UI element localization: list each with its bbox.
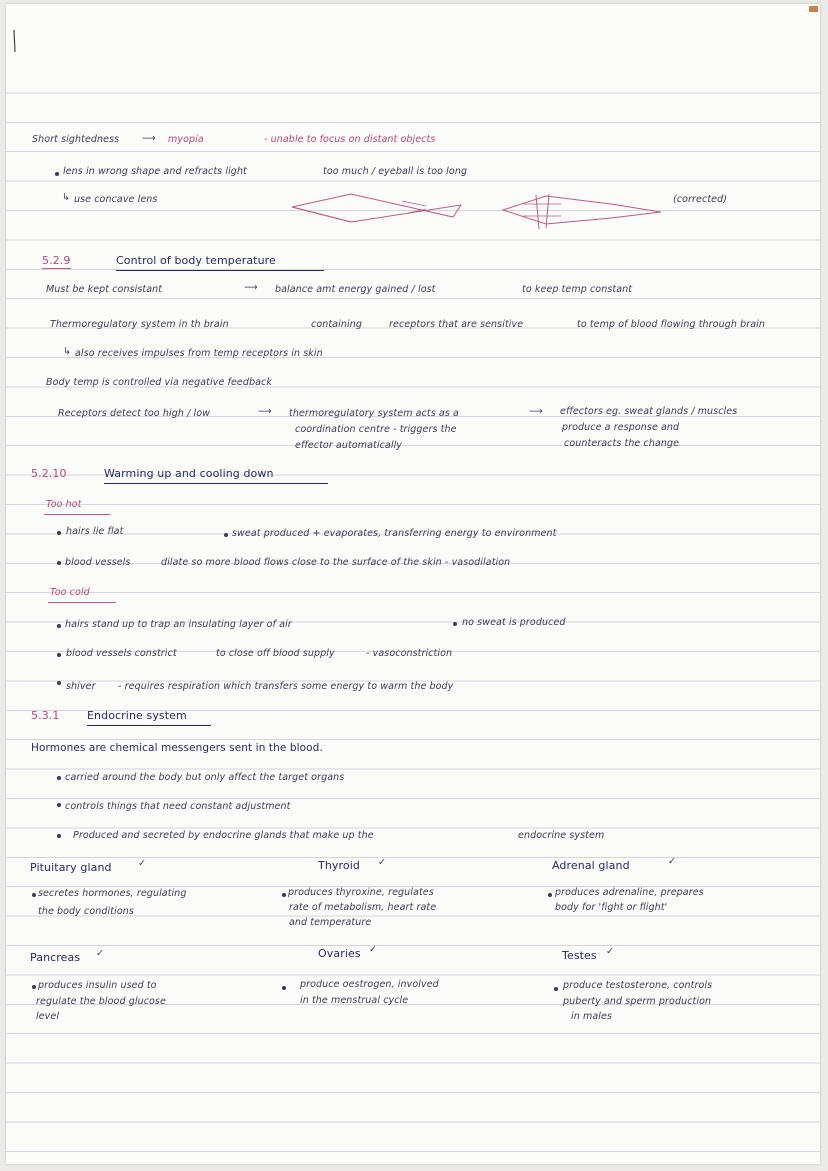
corner-arrow-icon: ↳	[62, 192, 71, 203]
bullet-dot	[57, 561, 61, 565]
gland-desc-adrenal-2: body for 'fight or flight'	[555, 902, 668, 913]
section-title-5210: Warming up and cooling down	[104, 467, 274, 480]
gland-name-thyroid: Thyroid	[318, 859, 360, 872]
vasodilation-text: dilate so more blood flows close to the surface of the skin - vasodilation	[161, 557, 511, 568]
bullet-dot	[282, 893, 286, 897]
gland-desc-ovaries-2: in the menstrual cycle	[300, 995, 409, 1006]
effectors-text-3: counteracts the change	[564, 438, 680, 449]
coordination-text-3: effector automatically	[295, 440, 403, 451]
bullet-dot	[57, 653, 61, 657]
section-title-529: Control of body temperature	[116, 254, 276, 267]
bullet-dot	[224, 533, 228, 537]
bullet-dot	[453, 622, 457, 626]
gland-desc-pancreas-1: produces insulin used to	[38, 980, 157, 991]
balance-energy-text: balance amt energy gained / lost	[275, 284, 436, 295]
receptors-sensitive-text: receptors that are sensitive	[389, 319, 524, 330]
section-number-5210: 5.2.10	[31, 467, 67, 480]
coordination-text-2: coordination centre - triggers the	[295, 424, 457, 435]
thermoregulatory-text: Thermoregulatory system in th brain	[50, 319, 229, 330]
myopia-definition: - unable to focus on distant objects	[264, 134, 436, 145]
negative-feedback-text: Body temp is controlled via negative feedback	[46, 377, 272, 388]
bullet-dot	[57, 624, 61, 628]
bullet-dot	[554, 987, 558, 991]
lens-shape-text-cont: too much / eyeball is too long	[323, 166, 468, 177]
no-sweat-text: no sweat is produced	[462, 617, 566, 628]
arrow-right-icon: ⟶	[258, 406, 272, 417]
gland-name-testes: Testes	[562, 949, 597, 962]
blood-temp-text: to temp of blood flowing through brain	[577, 319, 766, 330]
checkmark-icon: ✓	[138, 858, 147, 869]
arrow-right-icon: ⟶	[244, 282, 258, 293]
keep-temp-text: to keep temp constant	[522, 284, 633, 295]
bullet-dot	[548, 893, 552, 897]
checkmark-icon: ✓	[378, 857, 387, 868]
bullet-dot	[57, 776, 61, 780]
gland-desc-thyroid-2: rate of metabolism, heart rate	[289, 902, 437, 913]
too-hot-heading: Too hot	[46, 499, 82, 510]
bullet-dot	[57, 803, 61, 807]
gland-desc-testes-3: in males	[571, 1011, 612, 1022]
gland-desc-thyroid-3: and temperature	[289, 917, 372, 928]
short-sight-title: Short sightedness	[32, 134, 120, 145]
hormones-intro-text: Hormones are chemical messengers sent in the blood.	[31, 742, 323, 754]
gland-name-adrenal: Adrenal gland	[552, 859, 630, 872]
gland-desc-thyroid-1: produces thyroxine, regulates	[288, 887, 434, 898]
bullet-dot	[57, 681, 61, 685]
concave-lens-text: use concave lens	[74, 194, 158, 205]
bullet-dot	[57, 834, 61, 838]
target-organs-text: carried around the body but only affect the target organs	[65, 772, 345, 783]
hairs-lie-flat-text: hairs lie flat	[66, 526, 124, 537]
section-number-529: 5.2.9	[42, 254, 71, 267]
arrow-right-icon: ⟶	[529, 406, 543, 417]
hairs-stand-up-text: hairs stand up to trap an insulating layer of air	[65, 619, 292, 630]
too-hot-underline	[44, 514, 110, 515]
gland-desc-testes-2: puberty and sperm production	[563, 996, 712, 1007]
corrected-ray-diagram	[6, 4, 820, 244]
myopia-term: myopia	[168, 134, 204, 145]
gland-desc-pancreas-3: level	[36, 1011, 60, 1022]
endocrine-glands-text: Produced and secreted by endocrine glands that make up the	[73, 830, 374, 841]
section-title-531: Endocrine system	[87, 709, 187, 722]
close-off-text: to close off blood supply	[216, 648, 335, 659]
too-cold-heading: Too cold	[50, 587, 90, 598]
checkmark-icon: ✓	[668, 856, 677, 867]
shiver-respiration-text: - requires respiration which transfers some energy to warm the body	[118, 681, 454, 692]
receptors-detect-text: Receptors detect too high / low	[58, 408, 211, 419]
gland-desc-pituitary-1: secretes hormones, regulating	[38, 888, 187, 899]
corrected-label: (corrected)	[673, 194, 728, 205]
gland-name-pituitary: Pituitary gland	[30, 861, 112, 874]
heading-underline	[116, 270, 324, 271]
vasoconstriction-text: - vasoconstriction	[366, 648, 453, 659]
checkmark-icon: ✓	[369, 944, 378, 955]
gland-desc-pituitary-2: the body conditions	[38, 906, 134, 917]
skin-receptors-text: also receives impulses from temp receptors in skin	[75, 348, 323, 359]
adjustment-text: controls things that need constant adjustment	[65, 801, 291, 812]
gland-desc-pancreas-2: regulate the blood glucose	[36, 996, 166, 1007]
gland-desc-testes-1: produce testosterone, controls	[563, 980, 713, 991]
checkmark-icon: ✓	[606, 946, 615, 957]
endocrine-system-text: endocrine system	[518, 830, 605, 841]
shiver-text: shiver	[66, 681, 96, 692]
effectors-text-1: effectors eg. sweat glands / muscles	[560, 406, 738, 417]
effectors-text-2: produce a response and	[562, 422, 680, 433]
lens-shape-text: lens in wrong shape and refracts light	[63, 166, 247, 177]
blood-vessels-text: blood vessels	[65, 557, 131, 568]
constrict-text: blood vessels constrict	[66, 648, 177, 659]
gland-name-pancreas: Pancreas	[30, 951, 81, 964]
heading-underline	[104, 483, 328, 484]
kept-consistent-text: Must be kept consistant	[46, 284, 163, 295]
heading-underline	[87, 725, 211, 726]
arrow-right-icon: ⟶	[142, 133, 156, 144]
corner-arrow-icon: ↳	[63, 346, 72, 357]
bullet-dot	[57, 531, 61, 535]
coordination-text-1: thermoregulatory system acts as a	[289, 408, 459, 419]
gland-desc-adrenal-1: produces adrenaline, prepares	[555, 887, 704, 898]
sweat-produced-text: sweat produced + evaporates, transferring energy to environment	[232, 528, 557, 539]
bullet-dot	[32, 985, 36, 989]
section-number-531: 5.3.1	[31, 709, 60, 722]
containing-text: containing	[311, 319, 362, 330]
gland-name-ovaries: Ovaries	[318, 947, 361, 960]
bullet-dot	[282, 986, 286, 990]
gland-desc-ovaries-1: produce oestrogen, involved	[300, 979, 439, 990]
too-cold-underline	[48, 602, 116, 603]
checkmark-icon: ✓	[96, 948, 105, 959]
bullet-dot	[32, 893, 36, 897]
notebook-page	[6, 4, 820, 1164]
